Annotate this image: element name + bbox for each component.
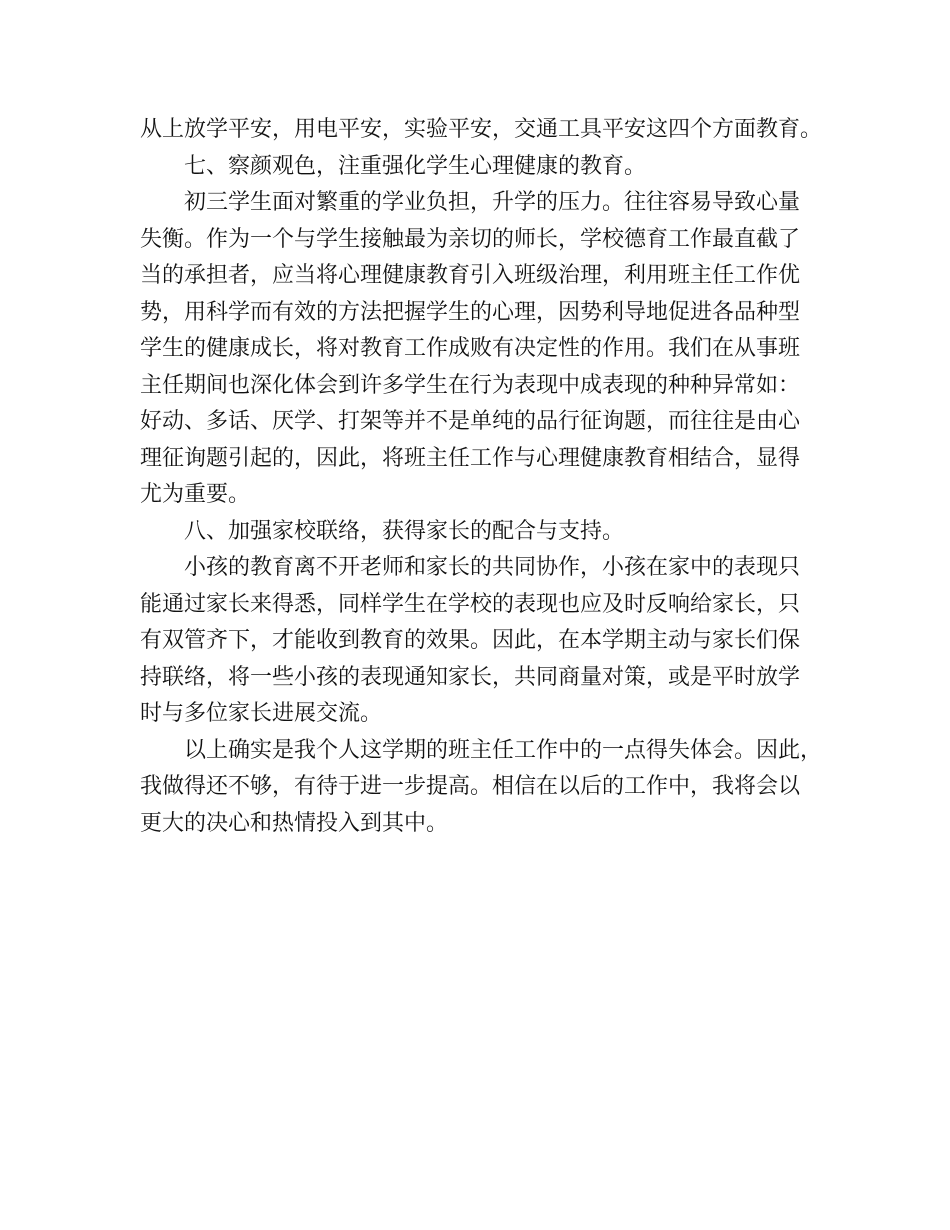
- text-line-19: 我做得还不够，有待于进一步提高。相信在以后的工作中，我将会以: [140, 774, 801, 799]
- text-line-3: 初三学生面对繁重的学业负担，升学的压力。往往容易导致心量: [184, 190, 801, 215]
- text-line-14: 能通过家长来得悉，同样学生在学校的表现也应及时反响给家长，只: [140, 591, 801, 617]
- text-line-11: 尤为重要。: [140, 482, 251, 507]
- text-line-16: 持联络，将一些小孩的表现通知家长，共同商量对策，或是平时放学: [140, 664, 801, 690]
- text-line-15: 有双管齐下，才能收到教育的效果。因此，在本学期主动与家长们保: [140, 628, 801, 653]
- section-heading-7: 七、察颜观色，注重强化学生心理健康的教育。: [184, 153, 647, 179]
- text-line-13: 小孩的教育离不开老师和家长的共同协作，小孩在家中的表现只: [184, 555, 801, 580]
- text-line-8: 主任期间也深化体会到许多学生在行为表现中成表现的种种异常如：: [140, 372, 801, 398]
- section-heading-8: 八、加强家校联络，获得家长的配合与支持。: [184, 518, 625, 544]
- text-line-7: 学生的健康成长，将对教育工作成败有决定性的作用。我们在从事班: [140, 336, 801, 361]
- text-line-20: 更大的决心和热情投入到其中。: [140, 810, 449, 836]
- text-line-5: 当的承担者，应当将心理健康教育引入班级治理，利用班主任工作优: [140, 263, 801, 288]
- text-line-6: 势，用科学而有效的方法把握学生的心理，因势利导地促进各品种型: [140, 299, 801, 325]
- text-line-10: 理征询题引起的，因此，将班主任工作与心理健康教育相结合，显得: [140, 445, 801, 471]
- text-line-9: 好动、多话、厌学、打架等并不是单纯的品行征询题，而往往是由心: [140, 409, 801, 434]
- document-body: [140, 112, 840, 842]
- text-line-18: 以上确实是我个人这学期的班主任工作中的一点得失体会。因此，: [184, 737, 823, 763]
- text-line-4: 失衡。作为一个与学生接触最为亲切的师长，学校德育工作最直截了: [140, 226, 801, 252]
- text-line-17: 时与多位家长进展交流。: [140, 701, 383, 726]
- text-line-1: 从上放学平安，用电平安，实验平安，交通工具平安这四个方面教育。: [140, 117, 823, 142]
